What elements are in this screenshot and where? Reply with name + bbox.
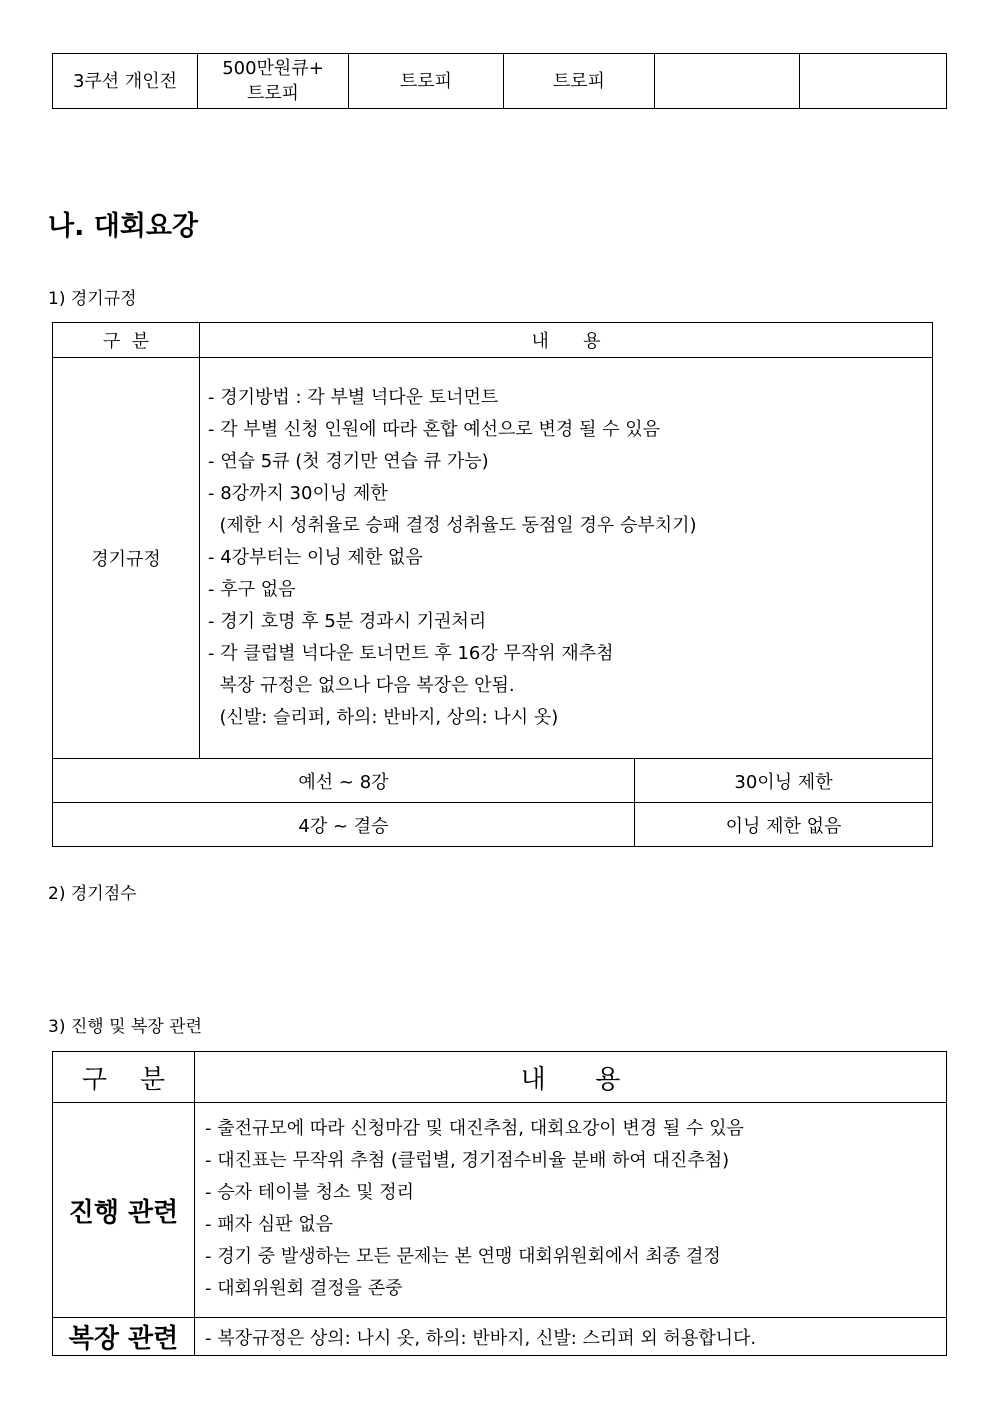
progress-subtitle: 3) 진행 및 복장 관련 xyxy=(48,1017,203,1037)
rule-line: - 연습 5큐 (첫 경기만 연습 큐 가능) xyxy=(208,451,489,472)
rule-line: 복장 규정은 없으나 다음 복장은 안됨. xyxy=(208,675,515,696)
prize-first-cell: 500만원큐+ 트로피 xyxy=(198,54,349,109)
prize-row xyxy=(53,54,947,109)
prize-second-cell: 트로피 xyxy=(349,54,504,109)
rules-label: 경기규정 xyxy=(53,358,200,759)
rule-line: - 경기방법 : 각 부별 넉다운 토너먼트 xyxy=(208,387,499,408)
rules-subtitle: 1) 경기규정 xyxy=(48,289,137,309)
limit-stage-cell: 4강 ~ 결승 xyxy=(53,803,635,847)
limit-stage-cell: 예선 ~ 8강 xyxy=(53,759,635,803)
progress-line: - 패자 심판 없음 xyxy=(205,1214,333,1235)
event-name-cell: 3쿠션 개인전 xyxy=(53,54,198,109)
dress-label: 복장 관련 xyxy=(53,1318,195,1356)
rules-content xyxy=(200,358,933,759)
rules-header-content: 내 용 xyxy=(200,323,933,358)
rules-table xyxy=(52,322,933,847)
rule-line: - 4강부터는 이닝 제한 없음 xyxy=(208,547,423,568)
rule-line: - 경기 호명 후 5분 경과시 기권처리 xyxy=(208,611,487,632)
progress-header-content: 내 용 xyxy=(195,1052,947,1103)
dress-content: - 복장규정은 상의: 나시 옷, 하의: 반바지, 신발: 스리퍼 외 허용합니다. xyxy=(195,1318,947,1356)
progress-header-category: 구 분 xyxy=(53,1052,195,1103)
progress-line: - 대진표는 무작위 추첨 (클럽별, 경기점수비율 분배 하여 대진추첨) xyxy=(205,1150,730,1171)
rule-line: (제한 시 성취율로 승패 결정 성취율도 동점일 경우 승부치기) xyxy=(208,515,697,536)
progress-table xyxy=(52,1051,947,1356)
prize-table xyxy=(52,53,947,109)
rule-line: - 8강까지 30이닝 제한 xyxy=(208,483,388,504)
progress-line: - 대회위원회 결정을 존중 xyxy=(205,1278,403,1299)
progress-content xyxy=(195,1103,947,1318)
rule-line: - 각 클럽별 넉다운 토너먼트 후 16강 무작위 재추첨 xyxy=(208,643,614,664)
rule-line: - 후구 없음 xyxy=(208,579,296,600)
rule-line: - 각 부별 신청 인원에 따라 혼합 예선으로 변경 될 수 있음 xyxy=(208,419,660,440)
limit-value-cell: 이닝 제한 없음 xyxy=(635,803,933,847)
rule-line: (신발: 슬리퍼, 하의: 반바지, 상의: 나시 옷) xyxy=(208,707,559,728)
prize-empty-cell xyxy=(655,54,800,109)
score-subtitle: 2) 경기점수 xyxy=(48,884,137,904)
section-title: 나. 대회요강 xyxy=(48,211,199,242)
prize-third-cell: 트로피 xyxy=(504,54,655,109)
prize-empty-cell xyxy=(800,54,947,109)
limit-row xyxy=(53,803,933,847)
progress-line: - 승자 테이블 청소 및 정리 xyxy=(205,1182,414,1203)
limit-row xyxy=(53,759,933,803)
limit-value-cell: 30이닝 제한 xyxy=(635,759,933,803)
rules-header-category: 구 분 xyxy=(53,323,200,358)
progress-label: 진행 관련 xyxy=(53,1103,195,1318)
progress-line: - 출전규모에 따라 신청마감 및 대진추첨, 대회요강이 변경 될 수 있음 xyxy=(205,1118,744,1139)
progress-line: - 경기 중 발생하는 모든 문제는 본 연맹 대회위원회에서 최종 결정 xyxy=(205,1246,721,1267)
